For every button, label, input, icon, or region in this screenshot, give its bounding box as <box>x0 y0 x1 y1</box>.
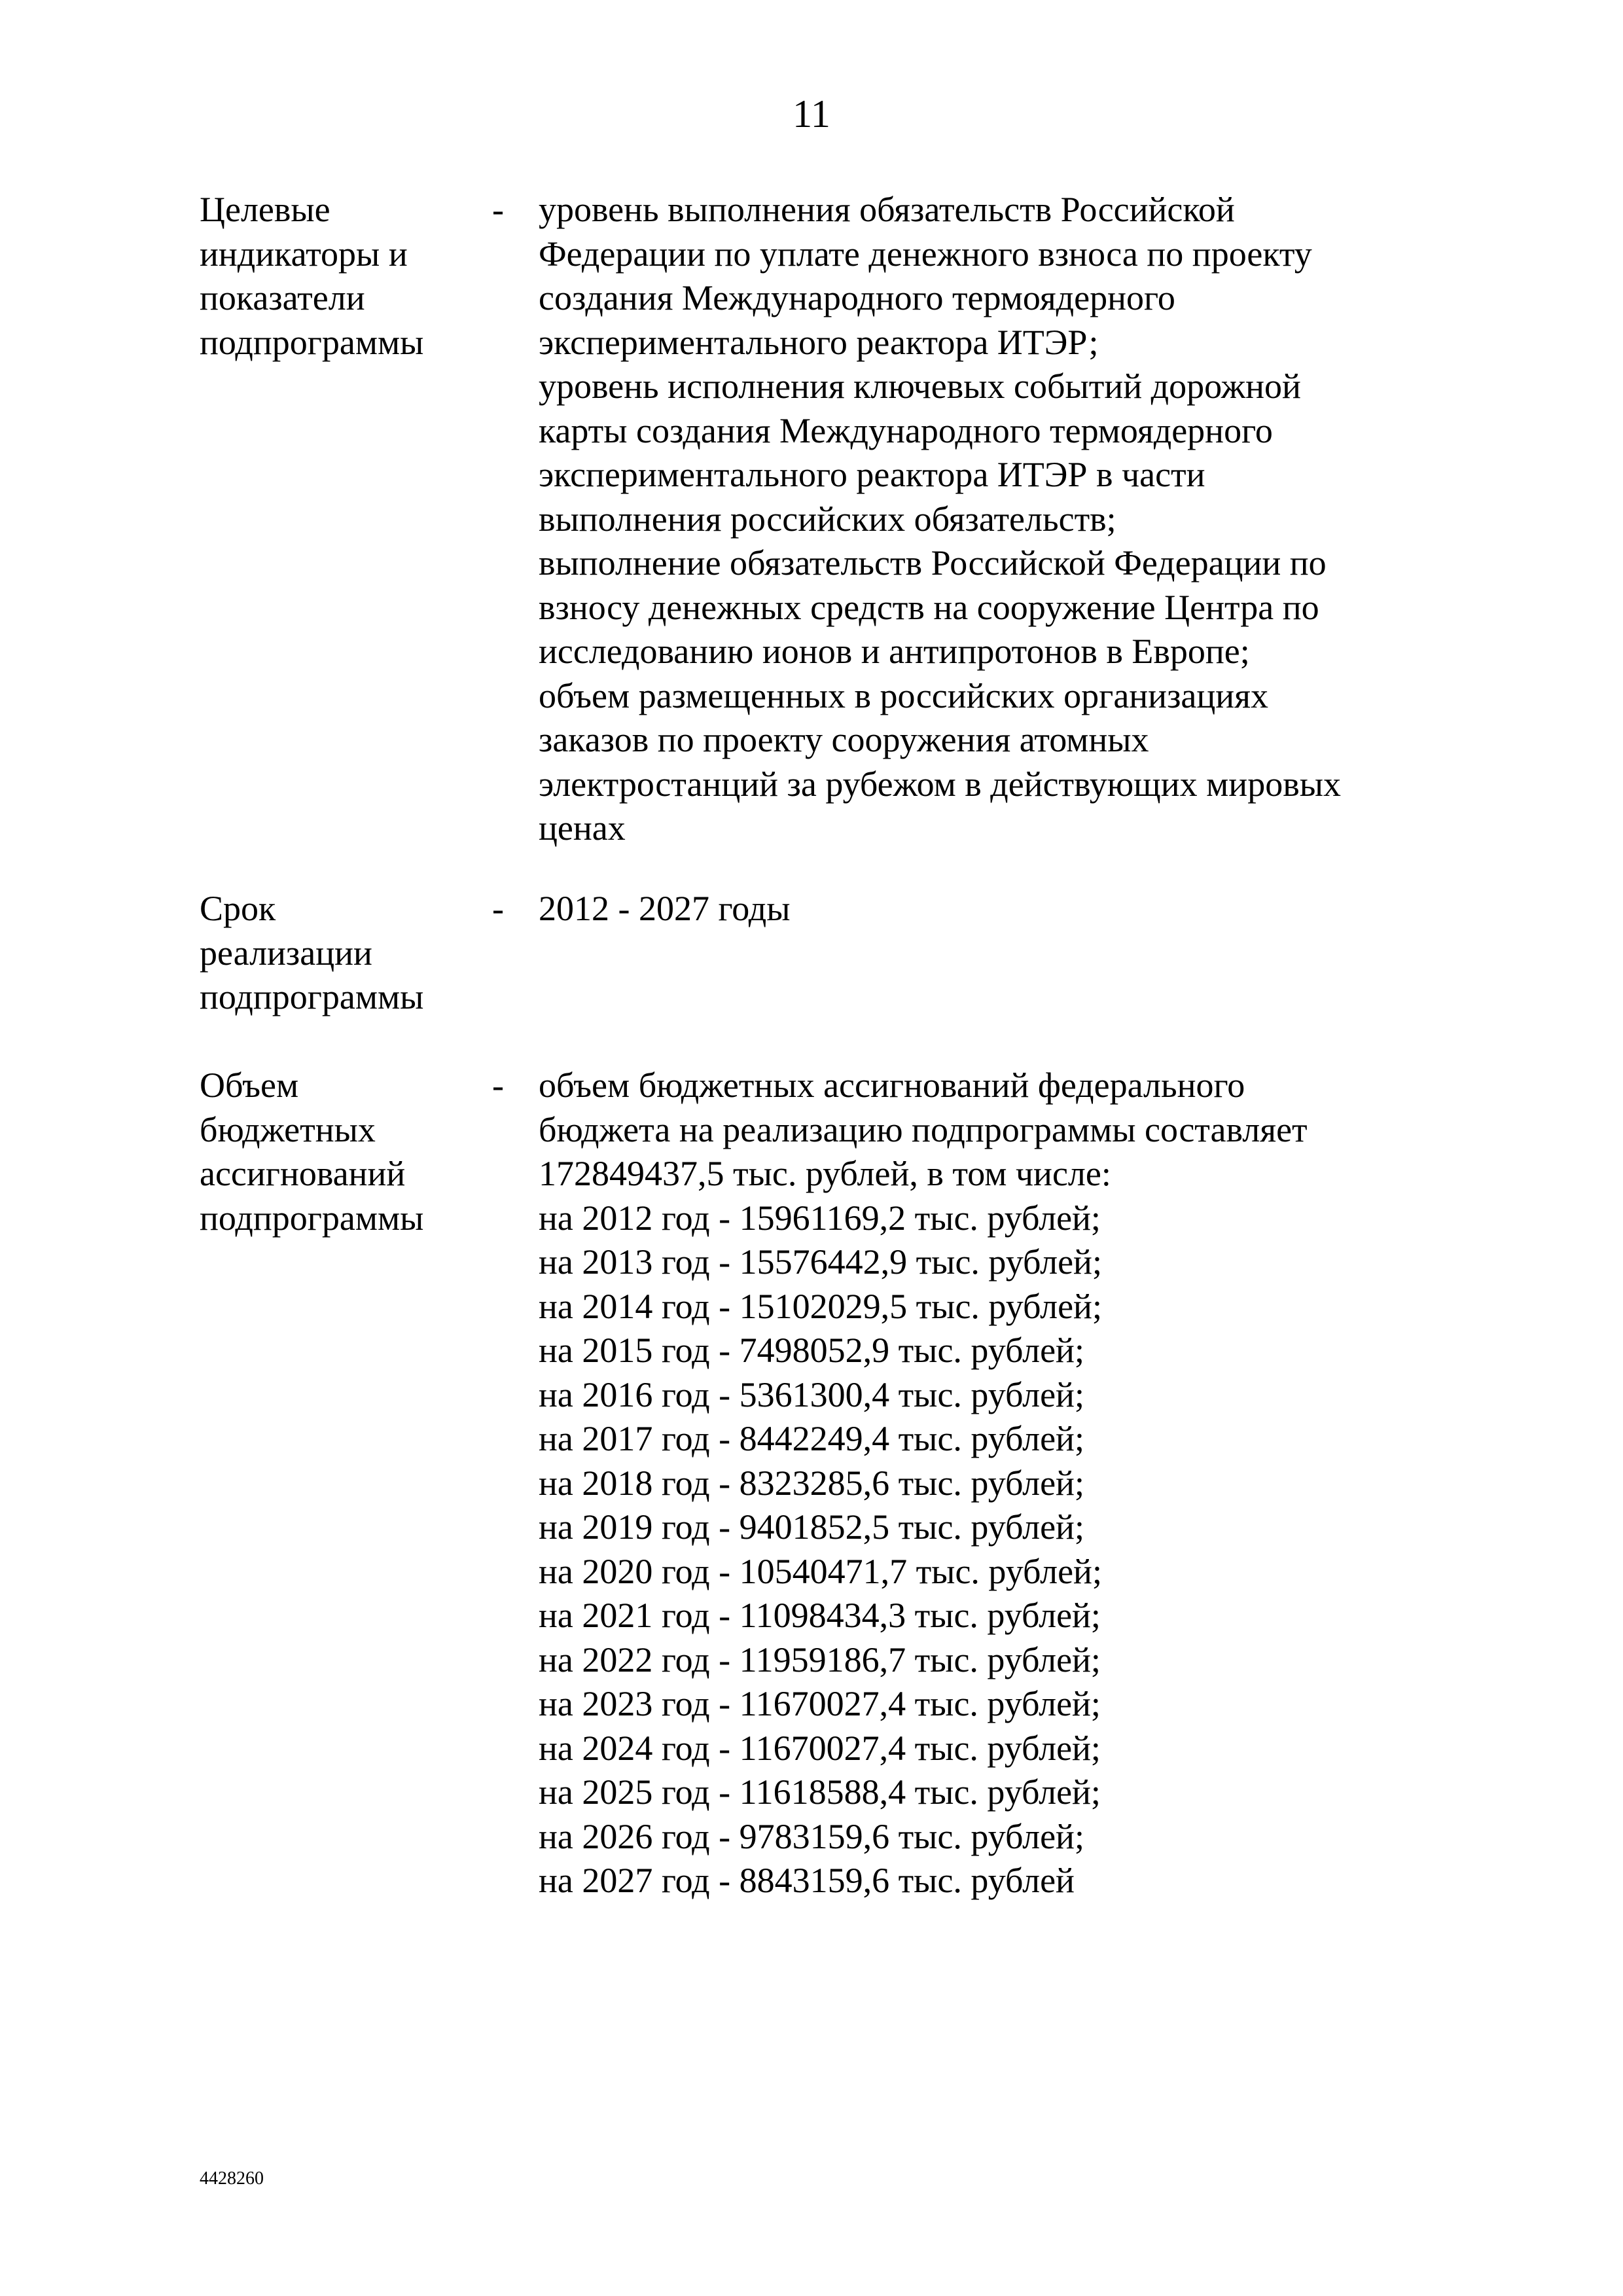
content-line: ценах <box>539 808 626 848</box>
budget-year-line: на 2019 год - 9401852,5 тыс. рублей; <box>539 1507 1084 1547</box>
label-line: подпрограммы <box>200 322 424 362</box>
budget-year-line: на 2024 год - 11670027,4 тыс. рублей; <box>539 1728 1101 1768</box>
page-number: 11 <box>793 92 830 135</box>
content-line: создания Международного термоядерного <box>539 278 1175 317</box>
label-line: Срок <box>200 889 276 928</box>
budget-year-line: на 2023 год - 11670027,4 тыс. рублей; <box>539 1684 1101 1723</box>
budget-year-line: на 2016 год - 5361300,4 тыс. рублей; <box>539 1374 1084 1414</box>
budget-year-line: на 2027 год - 8843159,6 тыс. рублей <box>539 1861 1075 1900</box>
section-label <box>200 887 474 1020</box>
budget-year-line: на 2015 год - 7498052,9 тыс. рублей; <box>539 1331 1084 1370</box>
content-line: 2012 - 2027 годы <box>539 889 791 928</box>
budget-year-line: на 2018 год - 8323285,6 тыс. рублей; <box>539 1463 1084 1503</box>
content-line: выполнения российских обязательств; <box>539 499 1116 539</box>
content-line: экспериментального реактора ИТЭР; <box>539 322 1099 362</box>
budget-year-line: на 2012 год - 15961169,2 тыс. рублей; <box>539 1198 1101 1238</box>
content-line: уровень исполнения ключевых событий дорожной <box>539 367 1301 406</box>
label-line: реализации <box>200 933 372 973</box>
content-line: экспериментального реактора ИТЭР в части <box>539 455 1205 494</box>
separator-dash: - <box>492 190 504 229</box>
budget-year-line: на 2017 год - 8442249,4 тыс. рублей; <box>539 1419 1084 1458</box>
content-line: объем бюджетных ассигнований федерального <box>539 1066 1245 1105</box>
label-line: подпрограммы <box>200 1198 424 1238</box>
budget-year-line: на 2025 год - 11618588,4 тыс. рублей; <box>539 1772 1101 1812</box>
budget-year-line: на 2022 год - 11959186,7 тыс. рублей; <box>539 1640 1101 1679</box>
content-line: электростанций за рубежом в действующих мировых <box>539 764 1341 804</box>
budget-year-line: на 2014 год - 15102029,5 тыс. рублей; <box>539 1286 1102 1326</box>
content-line: уровень выполнения обязательств Российской <box>539 190 1235 229</box>
budget-year-line: на 2020 год - 10540471,7 тыс. рублей; <box>539 1551 1102 1591</box>
separator-dash: - <box>492 1066 504 1105</box>
label-line: индикаторы и <box>200 234 408 274</box>
content-line: Федерации по уплате денежного взноса по проекту <box>539 234 1312 274</box>
label-line: Целевые <box>200 190 330 229</box>
content-line: заказов по проекту сооружения атомных <box>539 720 1149 759</box>
document-id: 4428260 <box>200 2168 264 2189</box>
content-line: 172849437,5 тыс. рублей, в том числе: <box>539 1154 1111 1193</box>
label-line: Объем <box>200 1066 299 1105</box>
section-content <box>539 188 1455 851</box>
section-content <box>539 1064 1455 1903</box>
label-line: бюджетных <box>200 1109 376 1149</box>
content-line: карты создания Международного термоядерного <box>539 410 1273 450</box>
budget-year-line: на 2026 год - 9783159,6 тыс. рублей; <box>539 1816 1084 1856</box>
content-line: объем размещенных в российских организациях <box>539 675 1269 715</box>
label-line: подпрограммы <box>200 977 424 1016</box>
section-label <box>200 188 474 365</box>
budget-year-line: на 2021 год - 11098434,3 тыс. рублей; <box>539 1596 1101 1635</box>
content-line: бюджета на реализацию подпрограммы составляет <box>539 1109 1308 1149</box>
content-line: взносу денежных средств на сооружение Центра по <box>539 587 1319 627</box>
label-line: показатели <box>200 278 365 317</box>
label-line: ассигнований <box>200 1154 406 1193</box>
budget-year-line: на 2013 год - 15576442,9 тыс. рублей; <box>539 1242 1102 1282</box>
content-line: выполнение обязательств Российской Федерации по <box>539 543 1327 583</box>
section-label <box>200 1064 474 1240</box>
section-content <box>539 887 1455 931</box>
content-line: исследованию ионов и антипротонов в Европе; <box>539 632 1250 671</box>
separator-dash: - <box>492 889 504 928</box>
